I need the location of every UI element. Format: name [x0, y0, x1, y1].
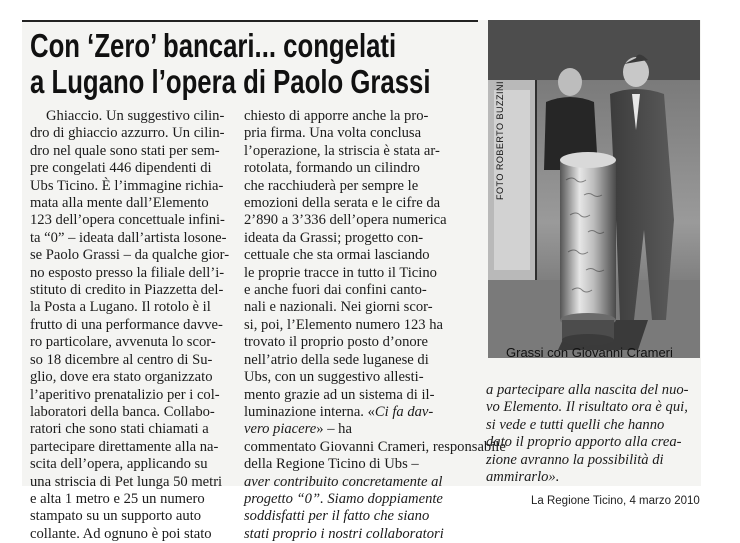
text-line: mento grazie ad un sistema di il- — [244, 386, 435, 403]
text-line: ammirarlo». — [486, 469, 560, 486]
text-line: ro particolare, avvenuta lo scor- — [30, 334, 216, 351]
text-line: frutto di una performance davve- — [30, 316, 223, 333]
text-line: una striscia di Pet lunga 50 metri — [30, 473, 223, 490]
text-line — [244, 421, 477, 438]
text-line: progetto “0”. Siamo doppiamente — [244, 490, 443, 507]
headline-line-1: Con ‘Zero’ bancari... congelati — [30, 27, 397, 64]
text-line: e anche fuori dai confini canto- — [244, 282, 427, 299]
text-line: se Paolo Grassi – da qualche gior- — [30, 247, 230, 264]
text-line: nali e nazionali. Nei giorni scor- — [244, 299, 433, 316]
text-line: l’aperitivo prenatalizio per i col- — [30, 386, 220, 403]
text-line: le proprie tracce in tutto il Ticino — [244, 264, 437, 281]
text-line: ideata da Grassi; progetto con- — [244, 229, 424, 246]
photo-caption: Grassi con Giovanni Crameri — [506, 345, 673, 360]
text-line: a partecipare alla nascita del nuo- — [486, 382, 689, 398]
text-line: pria firma. Una volta conclusa — [244, 125, 422, 142]
text-line: e alta 1 metro e 25 un numero — [30, 490, 205, 507]
text-line: si, poi, l’Elemento numero 123 ha — [244, 316, 444, 333]
text-line: si vede e tutti quelli che hanno — [486, 416, 665, 433]
text-line: luminazione interna. «Ci fa dav- — [244, 403, 434, 420]
text-line: so 18 dicembre al centro di Su- — [30, 351, 213, 368]
text-line: glio, dove era stato organizzato — [30, 369, 213, 386]
text-line: vo Elemento. Il risultato ora è qui, — [486, 399, 688, 416]
quote-text: Ci fa dav- — [374, 403, 434, 420]
text-line: aver contribuito concretamente al — [244, 473, 443, 490]
text-line: 2’890 a 3’336 dell’opera numerica — [244, 212, 447, 229]
text-line: stampato su un supporto auto — [30, 508, 202, 525]
text-line: no esposto presso la filiale dell’i- — [30, 264, 225, 281]
text-line: 123 dell’opera concettuale infini- — [30, 212, 225, 229]
text-line: l’operazione, la striscia è stata ar- — [244, 142, 440, 159]
text-line: della Regione Ticino di Ubs – — [244, 456, 419, 473]
text-line: dato il proprio apporto alla crea- — [486, 434, 682, 451]
text-line: dro di ghiaccio azzurro. Un cilin- — [30, 125, 225, 142]
article-column-3 — [486, 382, 699, 486]
top-rule — [22, 20, 478, 22]
text-line: pre congelati 446 dipendenti di — [30, 160, 212, 177]
text-line: nell’atrio della sede luganese di — [244, 351, 429, 368]
text-line: zione avranno la possibilità di — [486, 451, 664, 468]
text-line: ta “0” – ideata dall’artista losone- — [30, 229, 227, 246]
text-line: Ghiaccio. Un suggestivo cilin- — [46, 108, 225, 124]
text-line: ratori che sono stati chiamati a — [30, 421, 209, 438]
text-line: la Posta a Lugano. Il rotolo è il — [30, 299, 211, 316]
photo-credit: FOTO ROBERTO BUZZINI — [495, 80, 505, 200]
text-line: laboratori della banca. Collabo- — [30, 403, 215, 420]
text-line: rotolata, formando un cilindro — [244, 160, 420, 177]
text-line: trovato il proprio posto d’onore — [244, 334, 429, 351]
text-line: emozioni della serata e le cifre da — [244, 195, 441, 212]
photo-illustration — [488, 20, 700, 358]
quote-text: vero piacere — [244, 421, 317, 438]
text-line: stituto di credito in Piazzetta del- — [30, 282, 224, 299]
text-line: dro nel quale sono stati per sem- — [30, 142, 220, 159]
article-column-1 — [30, 108, 235, 543]
text-line: mata alla mente dall’Elemento — [30, 195, 209, 212]
text-line: stati proprio i nostri collaboratori — [244, 525, 444, 542]
text-line: che racchiuderà per sempre le — [244, 177, 419, 194]
source-citation: La Regione Ticino, 4 marzo 2010 — [531, 495, 700, 507]
text-line: Ubs Ticino. È l’immagine richia- — [30, 177, 224, 194]
text-line: scita dell’opera, applicando su — [30, 456, 208, 473]
headline-line-2: a Lugano l’opera di Paolo Grassi — [30, 63, 431, 100]
text-line: commentato Giovanni Crameri, responsabile — [244, 438, 506, 455]
text-line: chiesto di apporre anche la pro- — [244, 108, 429, 124]
text-line: cettuale che sta ormai lasciando — [244, 247, 430, 264]
headline — [30, 27, 431, 100]
text-line: soddisfatti per il fatto che siano — [244, 508, 430, 525]
quote-attribution: » – ha — [316, 421, 352, 438]
text-line: partecipare direttamente alla na- — [30, 438, 219, 455]
text-line: Ubs, con un suggestivo allesti- — [244, 369, 424, 386]
text-line: collante. Ad ognuno è poi stato — [30, 525, 212, 542]
article-photo — [488, 20, 700, 358]
